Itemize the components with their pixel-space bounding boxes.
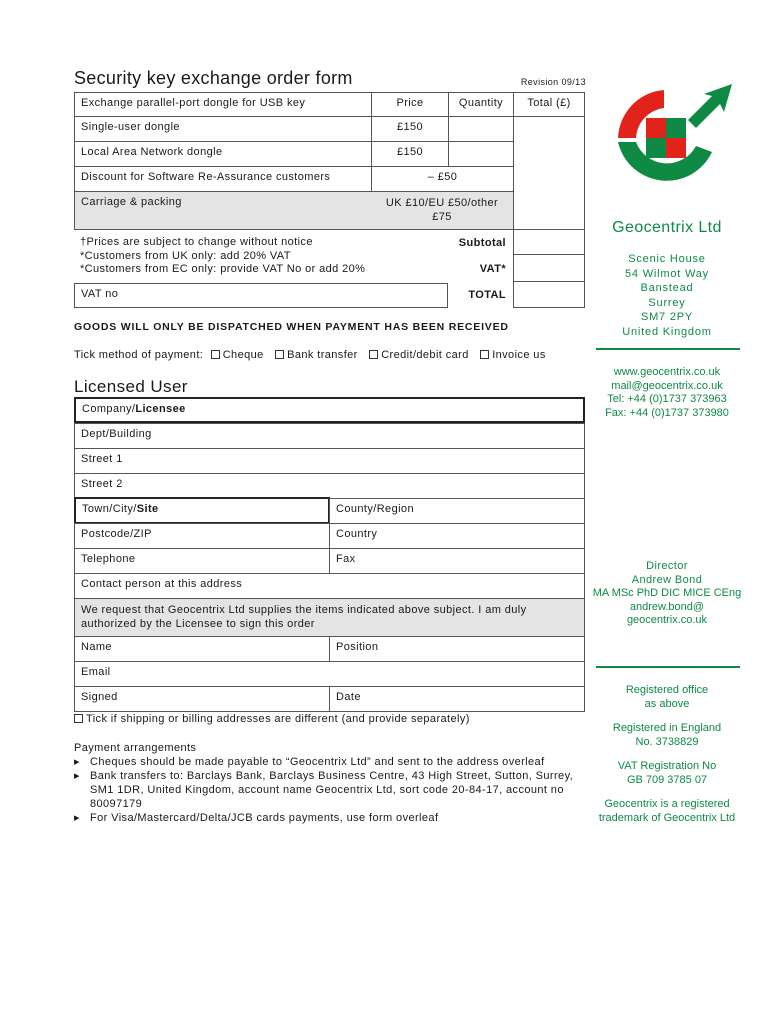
- director-label: Director: [646, 560, 688, 572]
- street2-field[interactable]: Street 2: [74, 473, 585, 499]
- quantity-single-user-input[interactable]: [448, 116, 514, 142]
- payment-method-label: Tick method of payment:: [74, 349, 204, 361]
- header-quantity: Quantity: [448, 92, 514, 117]
- price-notes: [80, 236, 410, 277]
- price-lan-dongle: £150: [371, 141, 449, 167]
- list-item: ▸ Cheques should be made payable to “Geocentrix Ltd” and sent to the address overleaf: [74, 756, 545, 768]
- vat-input[interactable]: [513, 254, 585, 282]
- bullet-icon: ▸: [74, 812, 80, 824]
- sidebar-director: [586, 560, 748, 628]
- authorization-statement: We request that Geocentrix Ltd supplies the items indicated above subject. I am duly authorized by the Licensee to sign this order: [74, 598, 585, 637]
- payment-method-row: [74, 349, 546, 361]
- address-line: SM7 2PY: [640, 311, 694, 323]
- total-input[interactable]: [513, 281, 585, 308]
- trademark-2: trademark of Geocentrix Ltd: [598, 811, 736, 824]
- checkbox-icon[interactable]: [74, 714, 83, 723]
- signed-field[interactable]: Signed: [74, 686, 330, 712]
- director-email-2[interactable]: geocentrix.co.uk: [626, 614, 708, 626]
- bullet-icon: ▸: [74, 756, 80, 768]
- payment-card[interactable]: Credit/debit card: [369, 349, 469, 361]
- checkbox-icon[interactable]: [211, 350, 220, 359]
- address-line: United Kingdom: [622, 325, 712, 338]
- sidebar-contact: [594, 366, 740, 420]
- price-single-user: £150: [371, 116, 449, 142]
- sidebar-address: [594, 252, 740, 339]
- vat-reg-1: VAT Registration No: [617, 760, 717, 772]
- dispatch-notice: GOODS WILL ONLY BE DISPATCHED WHEN PAYMENT HAS BEEN RECEIVED: [74, 321, 509, 333]
- payment-arrangements-heading: Payment arrangements: [74, 742, 197, 754]
- telephone-field[interactable]: Telephone: [74, 548, 330, 574]
- payment-bank-transfer[interactable]: Bank transfer: [275, 349, 358, 361]
- dept-field[interactable]: Dept/Building: [74, 423, 585, 449]
- mail-link[interactable]: mail@geocentrix.co.uk: [611, 379, 723, 392]
- address-line: Banstead: [640, 282, 694, 294]
- county-field[interactable]: County/Region: [329, 498, 585, 524]
- contact-field[interactable]: Contact person at this address: [74, 573, 585, 599]
- header-price: Price: [371, 92, 449, 117]
- row-carriage: Carriage & packing: [74, 191, 372, 230]
- shipping-address-checkbox-row[interactable]: Tick if shipping or billing addresses are different (and provide separately): [74, 713, 470, 725]
- note-uk-vat: *Customers from UK only: add 20% VAT: [80, 249, 291, 262]
- total-label: TOTAL: [468, 289, 506, 301]
- checkbox-icon[interactable]: [480, 350, 489, 359]
- vat-no-field[interactable]: VAT no: [74, 283, 448, 308]
- sidebar-divider: [596, 348, 740, 350]
- sidebar-divider: [596, 666, 740, 668]
- list-item: ▸ For Visa/Mastercard/Delta/JCB cards payments, use form overleaf: [74, 812, 439, 824]
- price-carriage: UK £10/EU £50/other £75: [371, 191, 514, 230]
- subtotal-label: Subtotal: [458, 237, 506, 249]
- registered-england-2: No. 3738829: [635, 735, 699, 748]
- payment-cheque[interactable]: Cheque: [211, 349, 264, 361]
- vat-label: VAT*: [479, 263, 506, 275]
- row-discount: Discount for Software Re-Assurance customers: [74, 166, 372, 192]
- revision-label: Revision 09/13: [520, 77, 586, 87]
- quantity-lan-dongle-input[interactable]: [448, 141, 514, 167]
- bullet-icon: ▸: [74, 770, 80, 782]
- director-quals: MA MSc PhD DIC MICE CEng: [592, 587, 742, 599]
- total-column-input[interactable]: [513, 116, 585, 230]
- subtotal-input[interactable]: [513, 229, 585, 255]
- postcode-field[interactable]: Postcode/ZIP: [74, 523, 330, 549]
- tel-text: Tel: +44 (0)1737 373963: [607, 393, 727, 405]
- email-field[interactable]: Email: [74, 661, 585, 687]
- position-field[interactable]: Position: [329, 636, 585, 662]
- row-lan-dongle: Local Area Network dongle: [74, 141, 372, 167]
- sidebar-registration: [586, 684, 748, 825]
- address-line: 54 Wilmot Way: [625, 267, 709, 280]
- registered-england-1: Registered in England: [612, 722, 722, 734]
- header-total: Total (£): [513, 92, 585, 117]
- director-email-1[interactable]: andrew.bond@: [629, 600, 705, 613]
- licensed-user-heading: Licensed User: [74, 377, 188, 396]
- geocentrix-logo-icon: [600, 78, 736, 198]
- note-prices: †Prices are subject to change without notice: [80, 236, 313, 248]
- web-link[interactable]: www.geocentrix.co.uk: [613, 366, 721, 378]
- price-discount: – £50: [371, 166, 514, 192]
- registered-office-2: as above: [644, 697, 690, 710]
- name-field[interactable]: Name: [74, 636, 330, 662]
- checkbox-icon[interactable]: [369, 350, 378, 359]
- row-single-user: Single-user dongle: [74, 116, 372, 142]
- director-name: Andrew Bond: [631, 573, 703, 586]
- form-title: Security key exchange order form: [74, 68, 353, 88]
- company-field[interactable]: Company/Licensee: [74, 397, 585, 423]
- note-ec-vat: *Customers from EC only: provide VAT No or add 20%: [80, 263, 366, 275]
- country-field[interactable]: Country: [329, 523, 585, 549]
- town-field[interactable]: Town/City/Site: [74, 497, 330, 524]
- street1-field[interactable]: Street 1: [74, 448, 585, 474]
- payment-arrangements: [74, 741, 584, 825]
- list-item: ▸ Bank transfers to: Barclays Bank, Barclays Business Centre, 43 High Street, Sutton, Surrey, SM1 1DR, United Kingdom, account name Geocentrix Ltd, sort code 20-84-17, account no 80097179: [74, 770, 574, 810]
- date-field[interactable]: Date: [329, 686, 585, 712]
- trademark-1: Geocentrix is a registered: [604, 798, 730, 810]
- checkbox-icon[interactable]: [275, 350, 284, 359]
- address-line: Scenic House: [628, 253, 706, 265]
- vat-reg-2: GB 709 3785 07: [626, 773, 708, 786]
- registered-office-1: Registered office: [625, 684, 709, 696]
- address-line: Surrey: [648, 296, 686, 309]
- payment-invoice[interactable]: Invoice us: [480, 349, 546, 361]
- sidebar-company-name: Geocentrix Ltd: [612, 219, 722, 236]
- fax-field[interactable]: Fax: [329, 548, 585, 574]
- fax-text: Fax: +44 (0)1737 373980: [605, 406, 729, 419]
- header-item: Exchange parallel-port dongle for USB key: [74, 92, 372, 117]
